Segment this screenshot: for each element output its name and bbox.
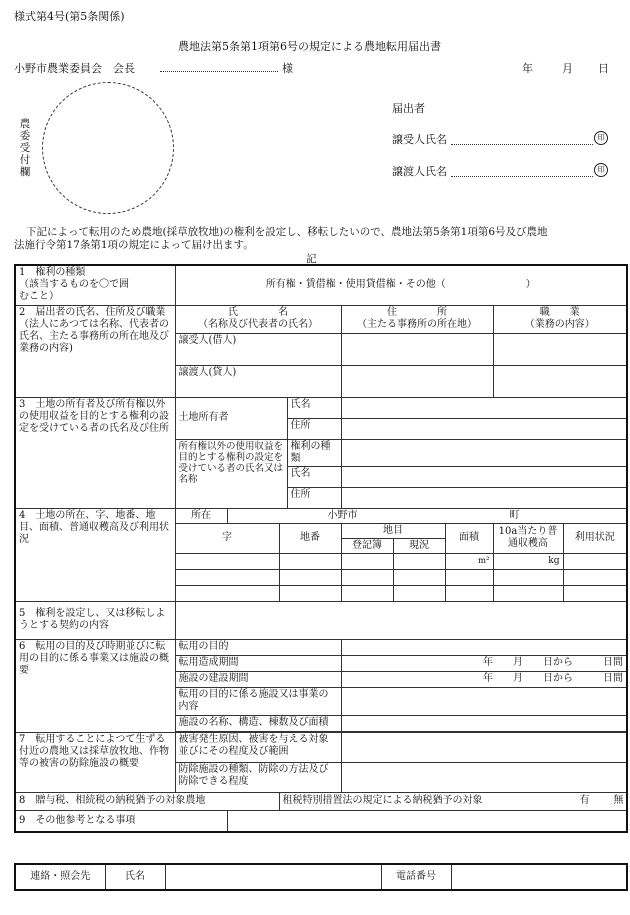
s7-damage-label: 被害発生原因、被害を与える対象並びにその程度及び範囲	[175, 732, 341, 762]
transferee-name-label: 譲受人氏名	[392, 133, 447, 146]
s5-label: 5 権利を設定し、又は移転しようとする契約の内容	[15, 601, 175, 639]
transferee-name-line[interactable]	[451, 132, 593, 145]
s4-row3-area[interactable]	[445, 585, 493, 601]
s4-row3-actual[interactable]	[393, 585, 445, 601]
s4-area-header: 面積	[445, 523, 493, 553]
s6-construction-label: 施設の建設期間	[175, 671, 341, 687]
s4-row1-registry[interactable]	[341, 553, 393, 569]
s4-row1-aza[interactable]	[175, 553, 279, 569]
s3-owner-name[interactable]	[341, 397, 627, 418]
s4-row2-lot[interactable]	[279, 569, 341, 585]
main-form-table	[14, 264, 628, 833]
s7-prevention-label: 防除施設の種類、防除の方法及び防除できる程度	[175, 762, 341, 792]
s2-transferor-occupation[interactable]	[493, 365, 627, 397]
s4-actual-header: 現況	[393, 538, 445, 553]
contact-phone-label: 電話番号	[381, 864, 451, 890]
s4-row2-registry[interactable]	[341, 569, 393, 585]
s8-no[interactable]: 無	[613, 794, 624, 806]
applicant-heading: 届出者	[392, 102, 425, 115]
s2-label: 2 届出者の氏名、住所及び職業（法人にあつては名称、代表者の氏名、主たる事務所の所在地及び業務の内容)	[15, 305, 175, 397]
s7-prevention[interactable]	[341, 762, 627, 792]
s6-construction[interactable]: 年 月 日から 日間	[341, 671, 627, 687]
s2-transferee-address[interactable]	[341, 333, 493, 365]
form-title: 農地法第5条第1項第6号の規定による農地転用届出書	[178, 40, 441, 53]
s3-right-type-label: 権利の種類	[287, 439, 341, 466]
transferor-seal: 印	[594, 163, 608, 177]
contact-table	[14, 863, 628, 891]
s6-label: 6 転用の目的及び時期並びに転用の目的に係る事業又は施設の概要	[15, 639, 175, 732]
s3-owner-address[interactable]	[341, 418, 627, 439]
s8-special-row[interactable]	[279, 792, 627, 810]
s3-owner-address-label: 住所	[287, 418, 341, 439]
contact-name[interactable]	[165, 864, 381, 890]
form-number: 様式第4号(第5条関係)	[14, 10, 125, 23]
s4-row2-actual[interactable]	[393, 569, 445, 585]
intro-line-1: 下記によって転用のため農地(採草放牧地)の権利を設定し、移転したいので、農地法第5条第1項第6号及び農地	[26, 226, 548, 238]
reception-stamp-circle	[42, 82, 174, 214]
date-day: 日	[598, 62, 609, 75]
s8-yes[interactable]: 有	[579, 794, 590, 806]
s4-row3-registry[interactable]	[341, 585, 393, 601]
s4-row3-aza[interactable]	[175, 585, 279, 601]
s9-notes[interactable]	[227, 810, 627, 832]
s4-registry-header: 登記簿	[341, 538, 393, 553]
transferor-name-label: 譲渡人氏名	[392, 165, 447, 178]
s4-row3-yield[interactable]	[493, 585, 563, 601]
s6-purpose[interactable]	[341, 639, 627, 655]
s2-transferee-name[interactable]: 譲受人(借人)	[175, 333, 341, 365]
s3-holder-address-label: 住所	[287, 487, 341, 508]
transferor-name-line[interactable]	[451, 164, 593, 177]
reception-stamp-label: 農委受付欄	[19, 118, 31, 178]
date-month: 月	[562, 62, 573, 75]
s8-special-label: 租税特別措置法の規定による納税猶予の対象	[282, 795, 483, 806]
date-year: 年	[522, 62, 533, 75]
s4-town: 町	[509, 509, 520, 521]
s6-facility-label: 施設の名称、構造、棟数及び面積	[175, 715, 341, 731]
s5-contract[interactable]	[175, 601, 627, 639]
s6-period[interactable]: 年 月 日から 日間	[341, 655, 627, 671]
s2-transferor-address[interactable]	[341, 365, 493, 397]
s6-facility[interactable]	[341, 715, 627, 731]
s3-holder-name-label: 氏名	[287, 466, 341, 487]
s3-label: 3 土地の所有者及び所有権以外の使用収益を目的とする権利の設定を受けている者の氏名及び住所	[15, 397, 175, 508]
ki-heading: 記	[306, 253, 317, 265]
s8-label: 8 贈与税、相続税の納税猶予の対象農地	[15, 792, 279, 810]
s4-row1-area[interactable]: m²	[445, 553, 493, 569]
s4-row1-yield[interactable]: kg	[493, 553, 563, 569]
s2-col-occupation: 職 業 （業務の内容）	[493, 305, 627, 333]
chairman-name-line[interactable]	[160, 60, 278, 72]
s7-label: 7 転用することによつて生ずる付近の農地又は採草放牧地、作物等の被害の防除施設の概要	[15, 732, 175, 792]
addressee: 小野市農業委員会 会長	[14, 62, 135, 75]
contact-name-label: 氏名	[105, 864, 165, 890]
s1-right-type-options[interactable]: 所有権・賃借権・使用貸借権・その他（ ）	[175, 265, 627, 305]
s3-owner-name-label: 氏名	[287, 397, 341, 418]
s2-col-address: 住 所 （主たる事務所の所在地）	[341, 305, 493, 333]
s3-holder-name[interactable]	[341, 466, 627, 487]
s3-holder-address[interactable]	[341, 487, 627, 508]
s4-row1-lot[interactable]	[279, 553, 341, 569]
s4-location-label: 所在	[175, 508, 227, 523]
honorific: 様	[282, 62, 293, 75]
s4-row2-usage[interactable]	[563, 569, 627, 585]
s4-city: 小野市	[327, 509, 358, 521]
s2-transferee-occupation[interactable]	[493, 333, 627, 365]
s4-row3-lot[interactable]	[279, 585, 341, 601]
intro-line-2: 法施行令第17条第1項の規定によって届け出ます。	[14, 239, 254, 251]
s4-label: 4 土地の所在、字、地番、地目、面積、普通収穫高及び利用状況	[15, 508, 175, 601]
s4-usage-header: 利用状況	[563, 523, 627, 553]
s4-yield-header: 10a当たり普通収穫高	[493, 523, 563, 553]
s4-location[interactable]	[227, 508, 627, 523]
s6-purpose-label: 転用の目的	[175, 639, 341, 655]
s2-transferor-name[interactable]: 譲渡人(貸人)	[175, 365, 341, 397]
s7-damage[interactable]	[341, 732, 627, 762]
s4-row1-usage[interactable]	[563, 553, 627, 569]
s4-row1-actual[interactable]	[393, 553, 445, 569]
s4-category-header: 地目	[341, 523, 445, 538]
contact-label: 連絡・照会先	[15, 864, 105, 890]
s4-row2-yield[interactable]	[493, 569, 563, 585]
s3-owner: 土地所有者	[175, 397, 287, 439]
s1-label: 1 権利の種類 （該当するものを〇で囲 むこと）	[15, 265, 175, 305]
s4-row2-aza[interactable]	[175, 569, 279, 585]
transferee-seal: 印	[594, 131, 608, 145]
s4-row3-usage[interactable]	[563, 585, 627, 601]
s9-label: 9 その他参考となる事項	[15, 810, 227, 832]
s4-aza-header: 字	[175, 523, 279, 553]
s4-row2-area[interactable]	[445, 569, 493, 585]
s4-lot-header: 地番	[279, 523, 341, 553]
s6-period-label: 転用造成期間	[175, 655, 341, 671]
s3-other-holder: 所有権以外の使用収益を目的とする権利の設定を受けている者の氏名又は名称	[175, 439, 287, 508]
s6-business-label: 転用の目的に係る施設又は事業の内容	[175, 687, 341, 715]
contact-phone[interactable]	[451, 864, 627, 890]
s6-business[interactable]	[341, 687, 627, 715]
s2-col-name: 氏 名 （名称及び代表者の氏名）	[175, 305, 341, 333]
s3-right-type[interactable]	[341, 439, 627, 466]
